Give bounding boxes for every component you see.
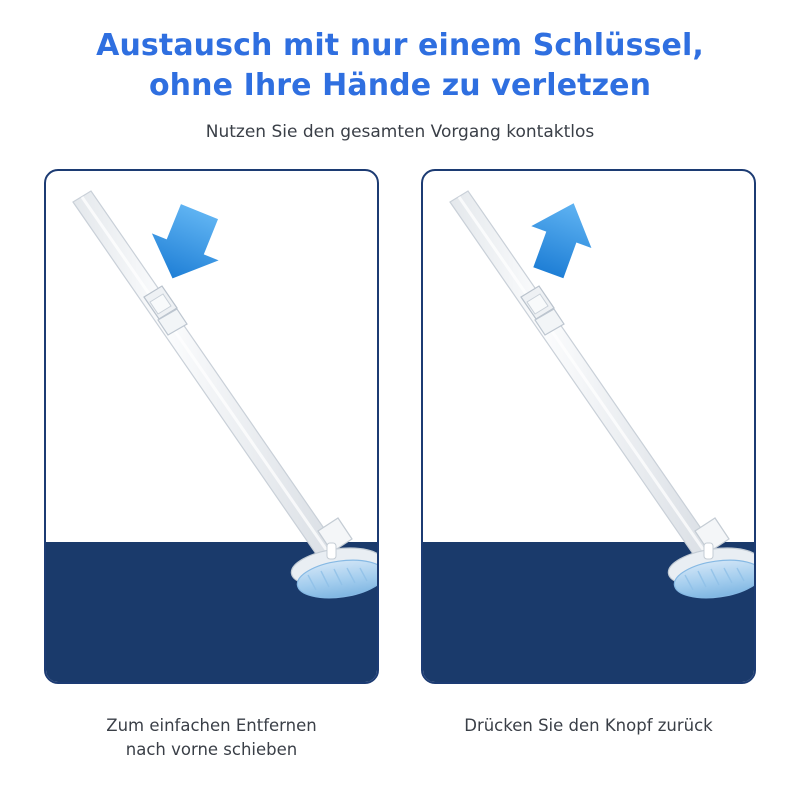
panel-left (44, 169, 379, 684)
page-subtitle: Nutzen Sie den gesamten Vorgang kontaktlos (205, 122, 595, 142)
panel-left-caption (44, 714, 379, 762)
panel-right-caption (421, 714, 756, 738)
page-title (0, 26, 800, 106)
panel-right-caption-line-1: Drücken Sie den Knopf zurück (464, 716, 713, 735)
arrow-down-icon-left (139, 198, 233, 292)
mop-pole-left (73, 191, 341, 564)
mop-illustration-left (46, 171, 379, 684)
panel-group (44, 169, 756, 762)
panel-left-column (44, 169, 379, 762)
panel-right (421, 169, 756, 684)
mop-illustration-right (423, 171, 756, 684)
panel-left-caption-line-2: nach vorne schieben (125, 739, 298, 759)
panel-left-stage (46, 171, 377, 682)
mop-pole-right (450, 191, 718, 564)
panel-left-caption-line-1: Zum einfachen Entfernen (106, 716, 317, 735)
headline-line-2: ohne Ihre Hände zu verletzen (148, 67, 652, 103)
panel-right-column (421, 169, 756, 762)
panel-right-stage (423, 171, 754, 682)
headline-line-1: Austausch mit nur einem Schlüssel, (96, 28, 704, 63)
arrow-up-icon-right (518, 192, 603, 283)
